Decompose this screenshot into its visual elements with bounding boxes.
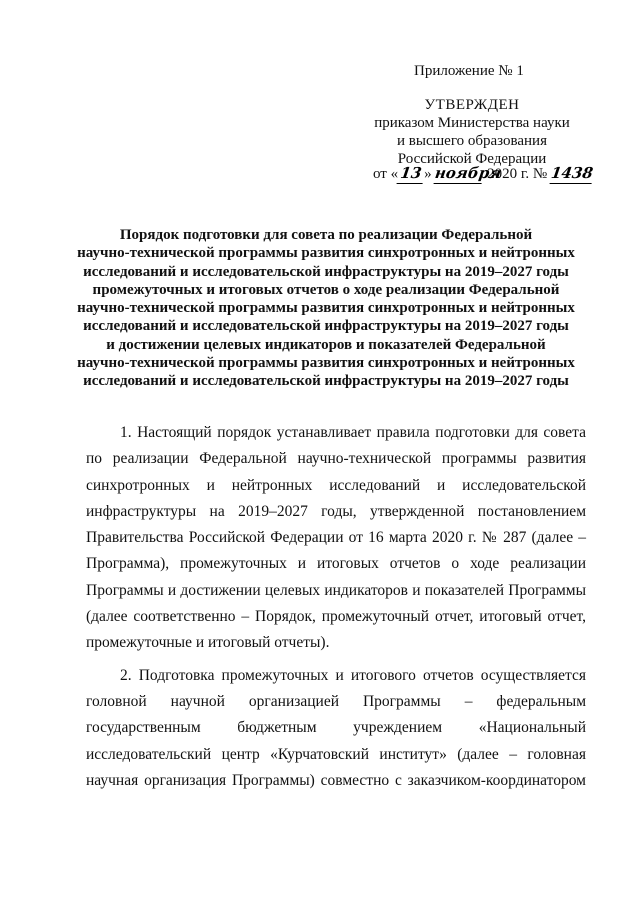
title-line: исследований и исследовательской инфраструктуры на 2019–2027 годы	[83, 373, 569, 390]
document-title	[56, 226, 596, 391]
handwritten-day: 13	[397, 163, 426, 184]
paragraph-1: 1. Настоящий порядок устанавливает правила подготовки для совета по реализации Федеральной научно-технической программы развития синхротронных и нейтронных исследований и исследовательской инфраструктуры на 2019–2027 годы, утвержденной постановлением Правительства Российской Федерации от 16 марта 2020 г. № 287 (далее – Программа), промежуточных и итоговых отчетов о ходе реализации Программы и достижении целевых индикаторов и показателей Программы (далее соответственно – Порядок, промежуточный отчет, итоговый отчет, промежуточные и итоговый отчеты).	[86, 424, 586, 652]
title-line: и достижении целевых индикаторов и показателей Федеральной	[106, 336, 546, 353]
date-mid: »	[424, 166, 432, 182]
handwritten-doc-number: 1438	[549, 164, 595, 182]
paragraph-2: 2. Подготовка промежуточных и итогового отчетов осуществляется головной научной организацией Программы – федеральным государственным бюджетным учреждением «Национальный исследовательский центр «Курчатовский институт» (далее – головная научная организация Программы) совместно с заказчиком-координатором	[86, 666, 586, 789]
handwritten-month: ноября	[434, 164, 503, 182]
order-line: и высшего образования	[397, 133, 547, 149]
order-line: Российской Федерации	[397, 151, 547, 167]
document-body	[86, 420, 586, 820]
title-line: научно-технической программы развития синхротронных и нейтронных	[77, 300, 575, 317]
title-line: научно-технической программы развития синхротронных и нейтронных	[77, 355, 575, 372]
title-line: промежуточных и итоговых отчетов о ходе реализации Федеральной	[92, 281, 560, 298]
title-line: Порядок подготовки для совета по реализации Федеральной	[119, 227, 533, 243]
date-prefix: от «	[373, 166, 399, 182]
order-date-line	[373, 163, 593, 184]
approved-heading: УТВЕРЖДЕН	[424, 97, 520, 113]
title-line: научно-технической программы развития синхротронных и нейтронных	[77, 245, 575, 262]
title-line: исследований и исследовательской инфраструктуры на 2019–2027 годы	[83, 318, 569, 335]
title-line: исследований и исследовательской инфраструктуры на 2019–2027 годы	[83, 263, 569, 280]
date-year: 2020 г. №	[487, 166, 548, 182]
order-line: приказом Министерства науки	[374, 115, 570, 131]
approval-stamp	[352, 96, 592, 168]
appendix-label: Приложение № 1	[414, 63, 524, 79]
